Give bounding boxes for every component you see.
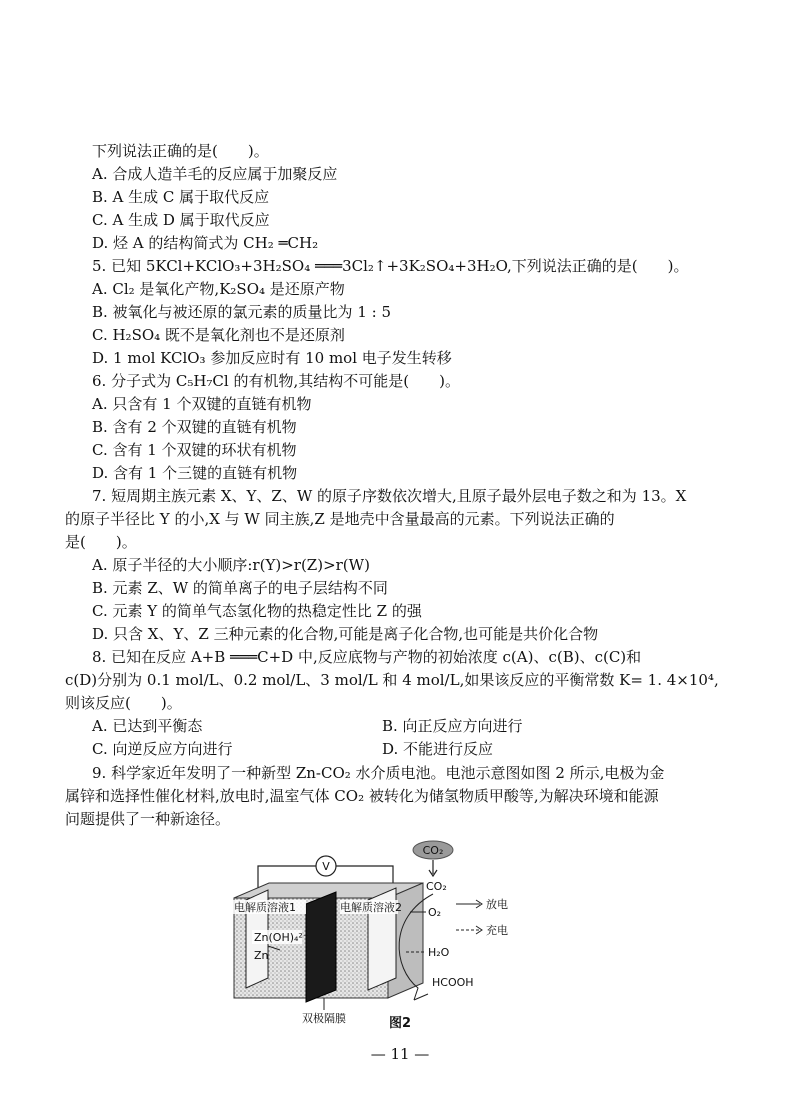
o2-label: O₂	[428, 906, 442, 919]
intro-prompt: 下列说法正确的是( )。	[92, 142, 269, 160]
co2-cloud-label: CO₂	[422, 844, 444, 857]
q6-option-b: B. 含有 2 个双键的直链有机物	[92, 418, 297, 436]
membrane-label: 双极隔膜	[302, 1012, 346, 1025]
bipolar-membrane	[306, 892, 336, 1002]
charge-label: 充电	[486, 924, 508, 937]
hcooh-label: HCOOH	[432, 976, 474, 989]
q4-option-b: B. A 生成 C 属于取代反应	[92, 188, 270, 206]
q5-stem: 5. 已知 5KCl+KClO₃+3H₂SO₄ ═══3Cl₂↑+3K₂SO₄+3H₂O,下列说法正确的是( )。	[92, 257, 689, 275]
q7-option-b: B. 元素 Z、W 的简单离子的电子层结构不同	[92, 579, 388, 597]
q9-stem-line-2: 属锌和选择性催化材料,放电时,温室气体 CO₂ 被转化为储氢物质甲酸等,为解决环境和能源	[65, 787, 659, 805]
q6-option-d: D. 含有 1 个三键的直链有机物	[92, 464, 298, 482]
q4-option-d: D. 烃 A 的结构简式为 CH₂ ═CH₂	[92, 234, 319, 252]
co2-label: CO₂	[426, 880, 447, 893]
discharge-label: 放电	[486, 898, 508, 911]
h2o-label: H₂O	[428, 946, 450, 959]
q8-stem-line-2: c(D)分别为 0.1 mol/L、0.2 mol/L、3 mol/L 和 4 mol/L,如果该反应的平衡常数 K= 1. 4×10⁴,	[65, 671, 719, 689]
zincate-label: Zn(OH)₄²⁻	[254, 931, 309, 944]
electrolyte-2-label: 电解质溶液2	[340, 901, 402, 914]
q7-option-d: D. 只含 X、Y、Z 三种元素的化合物,可能是离子化合物,也可能是共价化合物	[92, 625, 599, 643]
q8-option-b: B. 向正反应方向进行	[382, 717, 523, 735]
q5-option-a: A. Cl₂ 是氧化产物,K₂SO₄ 是还原产物	[92, 280, 345, 298]
q7-stem-line-3: 是( )。	[65, 533, 137, 551]
q6-option-a: A. 只含有 1 个双键的直链有机物	[92, 395, 312, 413]
q8-stem-line-1: 8. 已知在反应 A+B ═══C+D 中,反应底物与产物的初始浓度 c(A)、c(B)、c(C)和	[92, 648, 642, 666]
q8-option-a: A. 已达到平衡态	[92, 717, 203, 735]
q6-stem: 6. 分子式为 C₅H₇Cl 的有机物,其结构不可能是( )。	[92, 372, 460, 390]
q5-option-c: C. H₂SO₄ 既不是氧化剂也不是还原剂	[92, 326, 345, 344]
q8-stem-line-3: 则该反应( )。	[65, 694, 182, 712]
q9-stem-line-3: 问题提供了一种新途径。	[65, 810, 231, 828]
q9-stem-line-1: 9. 科学家近年发明了一种新型 Zn-CO₂ 水介质电池。电池示意图如图 2 所示,电极为金	[92, 764, 665, 782]
q7-option-a: A. 原子半径的大小顺序:r(Y)>r(Z)>r(W)	[92, 556, 370, 574]
q4-option-a: A. 合成人造羊毛的反应属于加聚反应	[92, 165, 338, 183]
q5-option-b: B. 被氧化与被还原的氯元素的质量比为 1 : 5	[92, 303, 392, 321]
q5-option-d: D. 1 mol KClO₃ 参加反应时有 10 mol 电子发生转移	[92, 349, 452, 367]
q7-stem-line-1: 7. 短周期主族元素 X、Y、Z、W 的原子序数依次增大,且原子最外层电子数之和为 13。X	[92, 487, 687, 505]
q4-option-c: C. A 生成 D 属于取代反应	[92, 211, 270, 229]
q7-stem-line-2: 的原子半径比 Y 的小,X 与 W 同主族,Z 是地壳中含量最高的元素。下列说法正确的	[65, 510, 615, 528]
page-number: — 11 —	[370, 1045, 430, 1063]
figure-caption: 图2	[388, 1016, 412, 1031]
zn-label: Zn	[254, 949, 269, 962]
battery-diagram	[228, 838, 528, 1028]
voltmeter-label: V	[322, 860, 330, 873]
q6-option-c: C. 含有 1 个双键的环状有机物	[92, 441, 297, 459]
electrolyte-1-label: 电解质溶液1	[234, 901, 296, 914]
q8-option-c: C. 向逆反应方向进行	[92, 740, 233, 758]
q8-option-d: D. 不能进行反应	[382, 740, 494, 758]
q7-option-c: C. 元素 Y 的简单气态氢化物的热稳定性比 Z 的强	[92, 602, 422, 620]
